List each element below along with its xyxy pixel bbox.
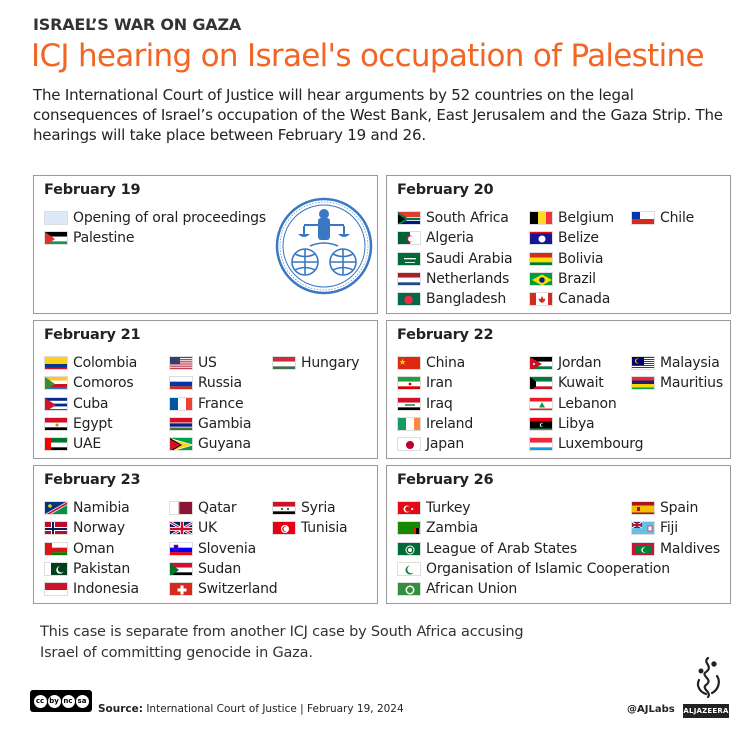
participant-name: Fiji bbox=[660, 520, 678, 537]
panel-column bbox=[397, 208, 512, 309]
panel-date-title: February 21 bbox=[44, 327, 141, 343]
participant-name: Maldives bbox=[660, 540, 720, 557]
participant-mauritius bbox=[631, 373, 723, 393]
flag-iran-icon bbox=[397, 376, 421, 390]
panel-column bbox=[44, 353, 137, 454]
kicker: ISRAEL’S WAR ON GAZA bbox=[33, 15, 242, 34]
participant-name: Gambia bbox=[198, 416, 252, 433]
source-date: February 19, 2024 bbox=[307, 703, 404, 715]
flag-tunisia-icon bbox=[272, 521, 296, 535]
participant-egypt bbox=[44, 414, 137, 434]
panel-date-title: February 26 bbox=[397, 472, 494, 488]
panel-column bbox=[169, 498, 277, 599]
participant-name: Bangladesh bbox=[426, 291, 507, 308]
flag-qatar-icon bbox=[169, 501, 193, 515]
participant-name: Tunisia bbox=[301, 520, 348, 537]
panel-column bbox=[631, 498, 720, 559]
flag-palestine-icon bbox=[44, 231, 68, 245]
participant-gambia bbox=[169, 414, 251, 434]
participant-libya bbox=[529, 414, 643, 434]
participant-hungary bbox=[272, 353, 359, 373]
participant-name: Switzerland bbox=[198, 581, 278, 598]
participant-name: Brazil bbox=[558, 271, 596, 288]
participant-comoros bbox=[44, 373, 137, 393]
flag-african-union-icon bbox=[397, 582, 421, 596]
ajlabs-handle[interactable]: @AJLabs bbox=[627, 704, 675, 715]
participant-name: Libya bbox=[558, 416, 595, 433]
participant-name: Slovenia bbox=[198, 540, 256, 557]
participant-name: Oman bbox=[73, 540, 115, 557]
participant-name: US bbox=[198, 355, 217, 372]
flag-oic-icon bbox=[397, 562, 421, 576]
participant-name: African Union bbox=[426, 581, 518, 598]
participant-spain bbox=[631, 498, 720, 518]
panel-column bbox=[44, 498, 139, 599]
schedule-panel-feb20 bbox=[386, 175, 731, 314]
schedule-panel-feb22 bbox=[386, 320, 731, 459]
panel-date-title: February 20 bbox=[397, 182, 494, 198]
flag-cuba-icon bbox=[44, 397, 68, 411]
participant-south-africa bbox=[397, 208, 512, 228]
participant-name: France bbox=[198, 395, 244, 412]
participant-name: Chile bbox=[660, 210, 695, 227]
flag-france-icon bbox=[169, 397, 193, 411]
flag-norway-icon bbox=[44, 521, 68, 535]
panel-date-title: February 22 bbox=[397, 327, 494, 343]
flag-ireland-icon bbox=[397, 417, 421, 431]
participant-iran bbox=[397, 373, 473, 393]
panel-column bbox=[529, 353, 643, 454]
participant-iraq bbox=[397, 394, 473, 414]
participant-name: Cuba bbox=[73, 395, 109, 412]
flag-guyana-icon bbox=[169, 437, 193, 451]
participant-japan bbox=[397, 434, 473, 454]
participant-sudan bbox=[169, 559, 277, 579]
participant-name: Mauritius bbox=[660, 375, 723, 392]
participant-algeria bbox=[397, 228, 512, 248]
participant-malaysia bbox=[631, 353, 723, 373]
participant-name: Ireland bbox=[426, 416, 474, 433]
participant-name: Iraq bbox=[426, 395, 453, 412]
participant-chile bbox=[631, 208, 694, 228]
panel-column bbox=[397, 353, 473, 454]
aljazeera-wordmark: ALJAZEERA bbox=[683, 704, 729, 718]
participant-name: Egypt bbox=[73, 416, 113, 433]
panel-date-title: February 19 bbox=[44, 182, 141, 198]
participant-zambia bbox=[397, 518, 670, 538]
participant-league-of-arab-states bbox=[397, 539, 670, 559]
flag-china-icon bbox=[397, 356, 421, 370]
participant-name: Colombia bbox=[73, 355, 138, 372]
participant-african-union bbox=[397, 579, 670, 599]
participant-name: Bolivia bbox=[558, 250, 604, 267]
participant-name: Organisation of Islamic Cooperation bbox=[426, 561, 670, 578]
flag-uae-icon bbox=[44, 437, 68, 451]
flag-lebanon-icon bbox=[529, 397, 553, 411]
participant-oman bbox=[44, 539, 139, 559]
panel-column bbox=[272, 498, 347, 539]
participant-name: UK bbox=[198, 520, 218, 537]
schedule-panel-feb23 bbox=[33, 465, 378, 604]
participant-turkey bbox=[397, 498, 670, 518]
participant-brazil bbox=[529, 269, 614, 289]
participant-ireland bbox=[397, 414, 473, 434]
participant-name: Norway bbox=[73, 520, 125, 537]
participant-fiji bbox=[631, 518, 720, 538]
panel-column bbox=[44, 208, 266, 249]
participant-lebanon bbox=[529, 394, 643, 414]
participant-switzerland bbox=[169, 579, 277, 599]
participant-syria bbox=[272, 498, 347, 518]
panel-column bbox=[631, 208, 694, 228]
flag-oman-icon bbox=[44, 542, 68, 556]
participant-name: Jordan bbox=[558, 355, 602, 372]
participant-name: Guyana bbox=[198, 436, 251, 453]
flag-bangladesh-icon bbox=[397, 292, 421, 306]
participant-name: China bbox=[426, 355, 465, 372]
participant-name: Canada bbox=[558, 291, 611, 308]
schedule-panel-feb21 bbox=[33, 320, 378, 459]
participant-saudi-arabia bbox=[397, 249, 512, 269]
by-icon: by bbox=[48, 695, 61, 708]
nc-icon: nc bbox=[62, 695, 75, 708]
participant-name: Namibia bbox=[73, 500, 130, 517]
panel-column bbox=[631, 353, 723, 394]
flag-malaysia-icon bbox=[631, 356, 655, 370]
participant-luxembourg bbox=[529, 434, 643, 454]
panel-column bbox=[529, 208, 614, 309]
flag-slovenia-icon bbox=[169, 542, 193, 556]
participant-name: Palestine bbox=[73, 230, 135, 247]
participant-name: Spain bbox=[660, 500, 699, 517]
participant-name: UAE bbox=[73, 436, 102, 453]
footnote: This case is separate from another ICJ case by South Africa accusing Israel of committing genocide in Gaza. bbox=[40, 624, 524, 661]
participant-organisation-of-islamic-cooperation bbox=[397, 559, 670, 579]
flag-switzerland-icon bbox=[169, 582, 193, 596]
participant-name: Luxembourg bbox=[558, 436, 644, 453]
flag-hungary-icon bbox=[272, 356, 296, 370]
participant-name: League of Arab States bbox=[426, 540, 577, 557]
participant-colombia bbox=[44, 353, 137, 373]
participant-slovenia bbox=[169, 539, 277, 559]
flag-arab-league-icon bbox=[397, 542, 421, 556]
flag-south-africa-icon bbox=[397, 211, 421, 225]
panel-column bbox=[397, 498, 670, 599]
participant-bangladesh bbox=[397, 289, 512, 309]
flag-gambia-icon bbox=[169, 417, 193, 431]
participant-us bbox=[169, 353, 251, 373]
flag-syria-icon bbox=[272, 501, 296, 515]
participant-jordan bbox=[529, 353, 643, 373]
participant-cuba bbox=[44, 394, 137, 414]
source-text: International Court of Justice bbox=[146, 703, 297, 715]
participant-france bbox=[169, 394, 251, 414]
participant-netherlands bbox=[397, 269, 512, 289]
participant-russia bbox=[169, 373, 251, 393]
participant-china bbox=[397, 353, 473, 373]
flag-luxembourg-icon bbox=[529, 437, 553, 451]
participant-name: Saudi Arabia bbox=[426, 250, 513, 267]
source-line bbox=[98, 703, 404, 715]
flag-egypt-icon bbox=[44, 417, 68, 431]
flag-bolivia-icon bbox=[529, 252, 553, 266]
participant-belize bbox=[529, 228, 614, 248]
schedule-panel-feb26 bbox=[386, 465, 731, 604]
intro-text: The International Court of Justice will hear arguments by 52 countries on the legal consequences of Israel’s occupation of the West Bank, East Jerusalem and the Gaza Strip. The hearings will take place between February 19 and 26. bbox=[33, 86, 723, 144]
participant-name: Hungary bbox=[301, 355, 360, 372]
participant-name: Lebanon bbox=[558, 395, 617, 412]
source-label: Source: bbox=[98, 703, 143, 715]
participant-name: Algeria bbox=[426, 230, 474, 247]
participant-name: Opening of oral proceedings bbox=[73, 210, 266, 227]
flag-spain-icon bbox=[631, 501, 655, 515]
participant-uae bbox=[44, 434, 137, 454]
participant-namibia bbox=[44, 498, 139, 518]
participant-name: Kuwait bbox=[558, 375, 604, 392]
flag-turkey-icon bbox=[397, 501, 421, 515]
participant-maldives bbox=[631, 539, 720, 559]
flag-belize-icon bbox=[529, 231, 553, 245]
flag-japan-icon bbox=[397, 437, 421, 451]
participant-uk bbox=[169, 518, 277, 538]
aljazeera-logo-icon[interactable] bbox=[688, 654, 728, 700]
participant-name: Belgium bbox=[558, 210, 614, 227]
flag-russia-icon bbox=[169, 376, 193, 390]
icj-seal-icon bbox=[274, 196, 374, 296]
flag-algeria-icon bbox=[397, 231, 421, 245]
participant-name: Belize bbox=[558, 230, 599, 247]
participant-name: Comoros bbox=[73, 375, 134, 392]
participant-palestine bbox=[44, 228, 266, 248]
panel-column bbox=[169, 353, 251, 454]
flag-comoros-icon bbox=[44, 376, 68, 390]
flag-colombia-icon bbox=[44, 356, 68, 370]
participant-name: Sudan bbox=[198, 561, 242, 578]
flag-pakistan-icon bbox=[44, 562, 68, 576]
participant-name: Russia bbox=[198, 375, 242, 392]
participant-guyana bbox=[169, 434, 251, 454]
cc-icon: cc bbox=[34, 695, 47, 708]
panel-date-title: February 23 bbox=[44, 472, 141, 488]
participant-name: Turkey bbox=[426, 500, 471, 517]
flag-indonesia-icon bbox=[44, 582, 68, 596]
participant-kuwait bbox=[529, 373, 643, 393]
flag-sudan-icon bbox=[169, 562, 193, 576]
participant-name: Zambia bbox=[426, 520, 478, 537]
flag-us-icon bbox=[169, 356, 193, 370]
participant-name: Japan bbox=[426, 436, 465, 453]
participant-name: Pakistan bbox=[73, 561, 131, 578]
panel-column bbox=[272, 353, 359, 373]
flag-kuwait-icon bbox=[529, 376, 553, 390]
creative-commons-badge[interactable] bbox=[30, 690, 92, 712]
participant-canada bbox=[529, 289, 614, 309]
flag-mauritius-icon bbox=[631, 376, 655, 390]
flag-zambia-icon bbox=[397, 521, 421, 535]
flag-chile-icon bbox=[631, 211, 655, 225]
flag-canada-icon bbox=[529, 292, 553, 306]
flag-maldives-icon bbox=[631, 542, 655, 556]
participant-name: Netherlands bbox=[426, 271, 510, 288]
participant-opening-of-oral-proceedings bbox=[44, 208, 266, 228]
participant-name: Qatar bbox=[198, 500, 237, 517]
flag-netherlands-icon bbox=[397, 272, 421, 286]
participant-norway bbox=[44, 518, 139, 538]
flag-brazil-icon bbox=[529, 272, 553, 286]
flag-blank-icon bbox=[44, 211, 68, 225]
flag-namibia-icon bbox=[44, 501, 68, 515]
participant-name: Iran bbox=[426, 375, 453, 392]
participant-qatar bbox=[169, 498, 277, 518]
participant-indonesia bbox=[44, 579, 139, 599]
schedule-panel-feb19 bbox=[33, 175, 378, 314]
participant-pakistan bbox=[44, 559, 139, 579]
participant-name: South Africa bbox=[426, 210, 509, 227]
participant-tunisia bbox=[272, 518, 347, 538]
flag-saudi-arabia-icon bbox=[397, 252, 421, 266]
flag-jordan-icon bbox=[529, 356, 553, 370]
source-separator: | bbox=[300, 703, 308, 715]
flag-fiji-icon bbox=[631, 521, 655, 535]
participant-name: Indonesia bbox=[73, 581, 139, 598]
flag-iraq-icon bbox=[397, 397, 421, 411]
flag-uk-icon bbox=[169, 521, 193, 535]
participant-name: Syria bbox=[301, 500, 336, 517]
page-title: ICJ hearing on Israel's occupation of Palestine bbox=[31, 38, 704, 74]
participant-belgium bbox=[529, 208, 614, 228]
flag-libya-icon bbox=[529, 417, 553, 431]
flag-belgium-icon bbox=[529, 211, 553, 225]
participant-name: Malaysia bbox=[660, 355, 720, 372]
sa-icon: sa bbox=[76, 695, 89, 708]
participant-bolivia bbox=[529, 249, 614, 269]
